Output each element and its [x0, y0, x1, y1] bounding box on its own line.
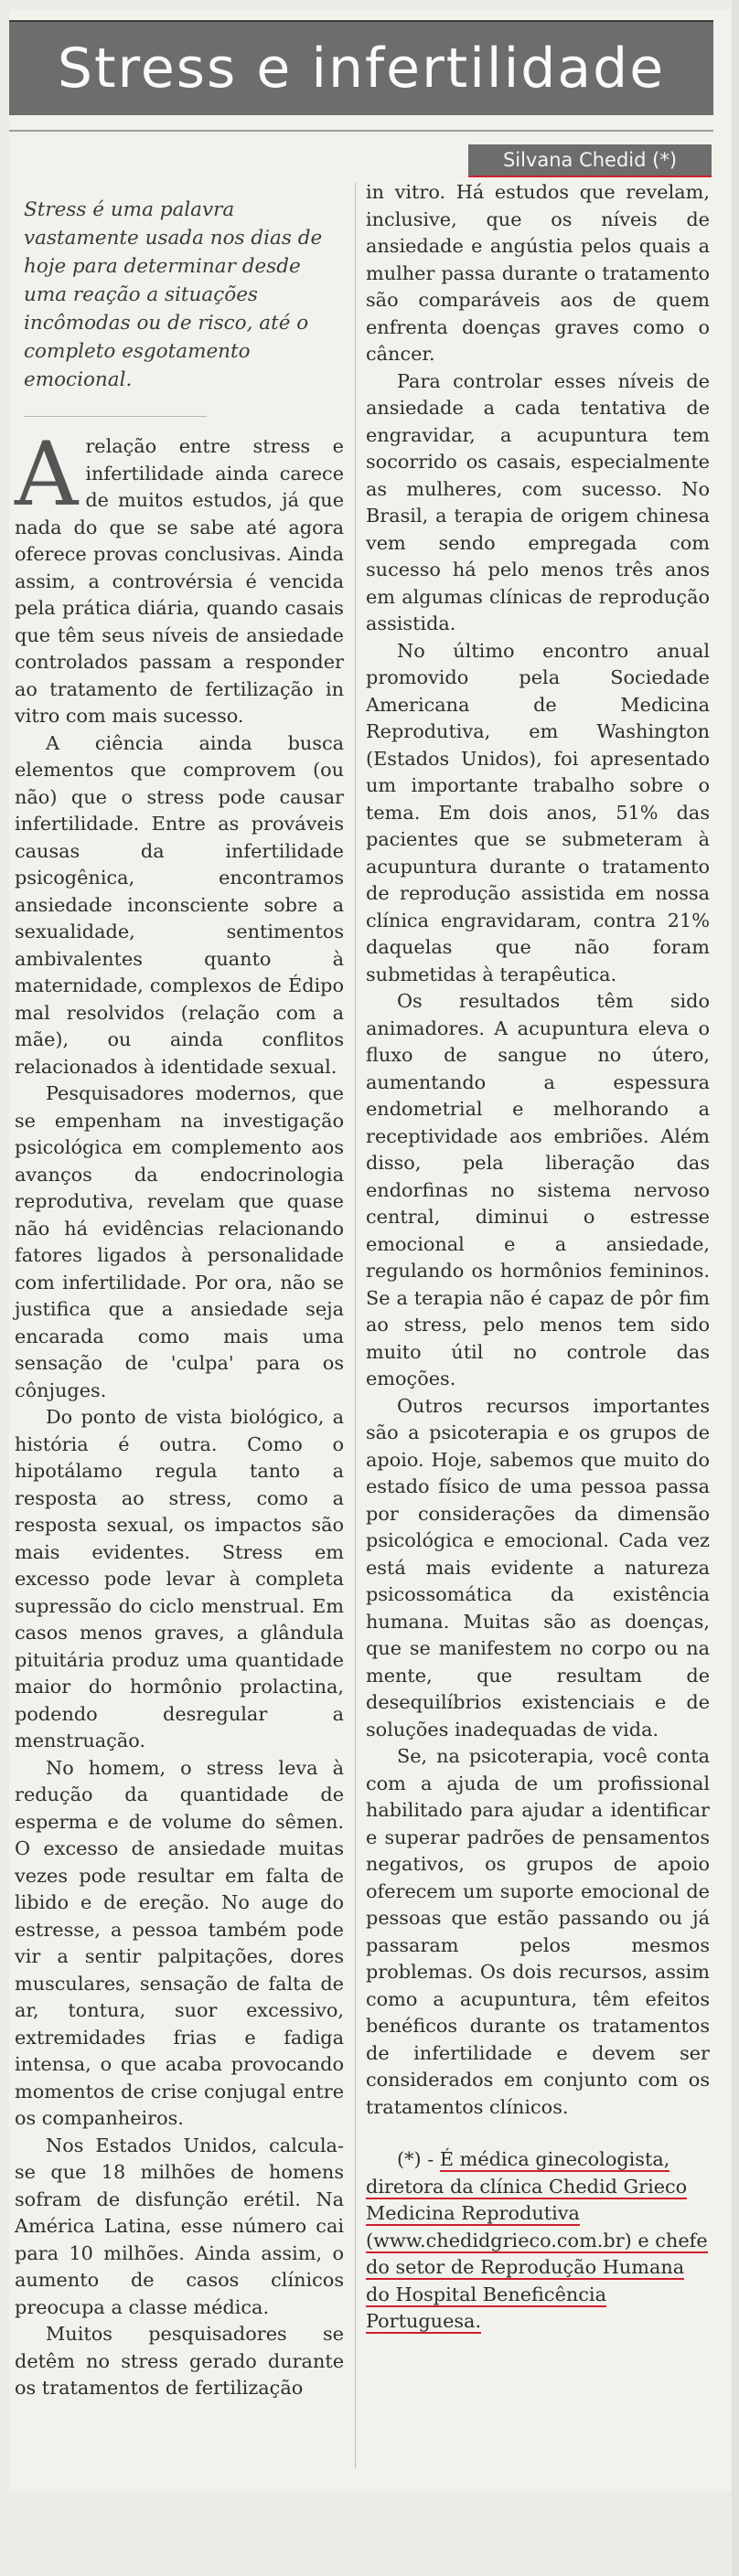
paragraph: Muitos pesquisadores se detêm no stress gerado durante os tratamentos de fertilização: [15, 2323, 344, 2399]
footnote-mark: (*) -: [397, 2148, 434, 2170]
paragraph: Os resultados têm sido animadores. A acupuntura eleva o fluxo de sangue no útero, aumentando a espessura endometrial e melhorando a receptividade aos embriões. Além disso, pela liberação das endorfinas no sistema nervoso central, diminui o estresse emocional e a ansiedade, regulando os hormônios femininos. Se a terapia não é capaz de pôr fim ao stress, pelo menos tem sido muito útil no controle das emoções.: [366, 990, 710, 1389]
paragraph: Se, na psicoterapia, você conta com a ajuda de um profissional habilitado para ajudar a identificar e superar padrões de pensamentos negativos, os grupos de apoio oferecem um suporte emocional de pessoas que estão passando ou já passaram pelos mesmos problemas. Os dois recursos, assim como a acupuntura, têm efeitos benéficos durante os tratamentos de infertilidade e devem ser considerados em conjunto com os tratamentos clínicos.: [366, 1745, 710, 2118]
article-lead: Stress é uma palavra vastamente usada nos dias de hoje para determinar desde uma reação a situações incômodas ou de risco, até o completo esgotamento emocional.: [24, 198, 323, 391]
paragraph: [15, 423, 344, 730]
title-banner: [9, 20, 713, 115]
paragraph: in vitro. Há estudos que revelam, inclusive, que os níveis de ansiedade e angústia pelos quais a mulher passa durante o tratamento são comparáveis aos de quem enfrenta doenças graves como o câncer.: [366, 181, 710, 365]
article-title: Stress e infertilidade: [57, 37, 666, 101]
paragraph: No homem, o stress leva à redução da quantidade de esperma e de volume do sêmen. O excesso de ansiedade muitas vezes pode resultar em falta de libido e de ereção. No auge do estresse, a pessoa também pode vir a sentir palpitações, dores musculares, sensação de falta de ar, tontura, suor excessivo, extremidades frias e fadiga intensa, o que acaba provocando momentos de crise conjugal entre os companheiros.: [15, 1756, 344, 2129]
column-divider: [355, 183, 356, 2468]
paragraph: Nos Estados Unidos, calcula-se que 18 milhões de homens sofram de disfunção erétil. Na América Latina, esse número cai para 10 milhões. Ainda assim, o aumento de casos clínicos preocupa a classe médica.: [15, 2134, 344, 2318]
author-footnote: [366, 2146, 710, 2336]
footnote-text: É médica ginecologista, diretora da clínica Chedid Grieco Medicina Reprodutiva (www.chedidgrieco.com.br) e chefe do setor de Reprodução Humana do Hospital Beneficência Portuguesa.: [366, 2148, 708, 2332]
paragraph: Outros recursos importantes são a psicoterapia e os grupos de apoio. Hoje, sabemos que muito do estado físico de uma pessoa passa por considerações da dimensão psicológica e emocional. Cada vez está mais evidente a natureza psicossomática da existência humana. Muitas são as doenças, que se manifestem no corpo ou na mente, que resultam de desequilíbrios existenciais e de soluções inadequadas de vida.: [366, 1394, 710, 1740]
right-column: [366, 179, 710, 2336]
newspaper-clipping: [9, 9, 732, 2491]
paragraph: No último encontro anual promovido pela Sociedade Americana de Medicina Reprodutiva, em Washington (Estados Unidos), foi apresentado um importante trabalho sobre o tema. Em dois anos, 51% das pacientes que se submeteram à acupuntura durante o tratamento de reprodução assistida em nossa clínica engravidaram, contra 21% daquelas que não foram submetidas à terapêutica.: [366, 639, 710, 985]
drop-cap: A: [15, 423, 79, 526]
left-column: [15, 183, 344, 2402]
paragraph: Para controlar esses níveis de ansiedade a cada tentativa de engravidar, a acupuntura tem socorrido os casais, especialmente as mulheres, com sucesso. No Brasil, a terapia de origem chinesa vem sendo empregada com sucesso há pelo menos três anos em algumas clínicas de reprodução assistida.: [366, 369, 710, 634]
page-edge: [732, 0, 739, 2576]
paragraph-text: relação entre stress e infertilidade ainda carece de muitos estudos, já que nada do que se sabe até agora oferece provas conclusivas. Ainda assim, a controvérsia é vencida pela prática diária, quando casais que têm seus níveis de ansiedade controlados passam a responder ao tratamento de fertilização in vitro com mais sucesso.: [15, 435, 344, 727]
paragraph: A ciência ainda busca elementos que comprovem (ou não) que o stress pode causar infertilidade. Entre as prováveis causas da infertilidade psicogênica, encontramos ansiedade inconsciente sobre a sexualidade, sentimentos ambivalentes quanto à maternidade, complexos de Édipo mal resolvidos (relação com a mãe), ou ainda conflitos relacionados à identidade sexual.: [15, 731, 344, 1078]
author-byline: Silvana Chedid (*): [468, 144, 712, 177]
paragraph: Do ponto de vista biológico, a história é outra. Como o hipotálamo regula tanto a resposta ao stress, como a resposta sexual, os impactos são mais evidentes. Stress em excesso pode levar à completa supressão do ciclo menstrual. Em casos menos graves, a glândula pituitária produz uma quantidade maior do hormônio prolactina, podendo desregular a menstruação.: [15, 1406, 344, 1751]
title-divider: [9, 130, 713, 132]
lead-divider: [24, 416, 207, 417]
paragraph: Pesquisadores modernos, que se empenham na investigação psicológica em complemento aos avanços da endocrinologia reprodutiva, revelam que quase não há evidências relacionando fatores ligados à personalidade com infertilidade. Por ora, não se justifica que a ansiedade seja encarada como mais uma sensação de 'culpa' para os cônjuges.: [15, 1082, 344, 1401]
